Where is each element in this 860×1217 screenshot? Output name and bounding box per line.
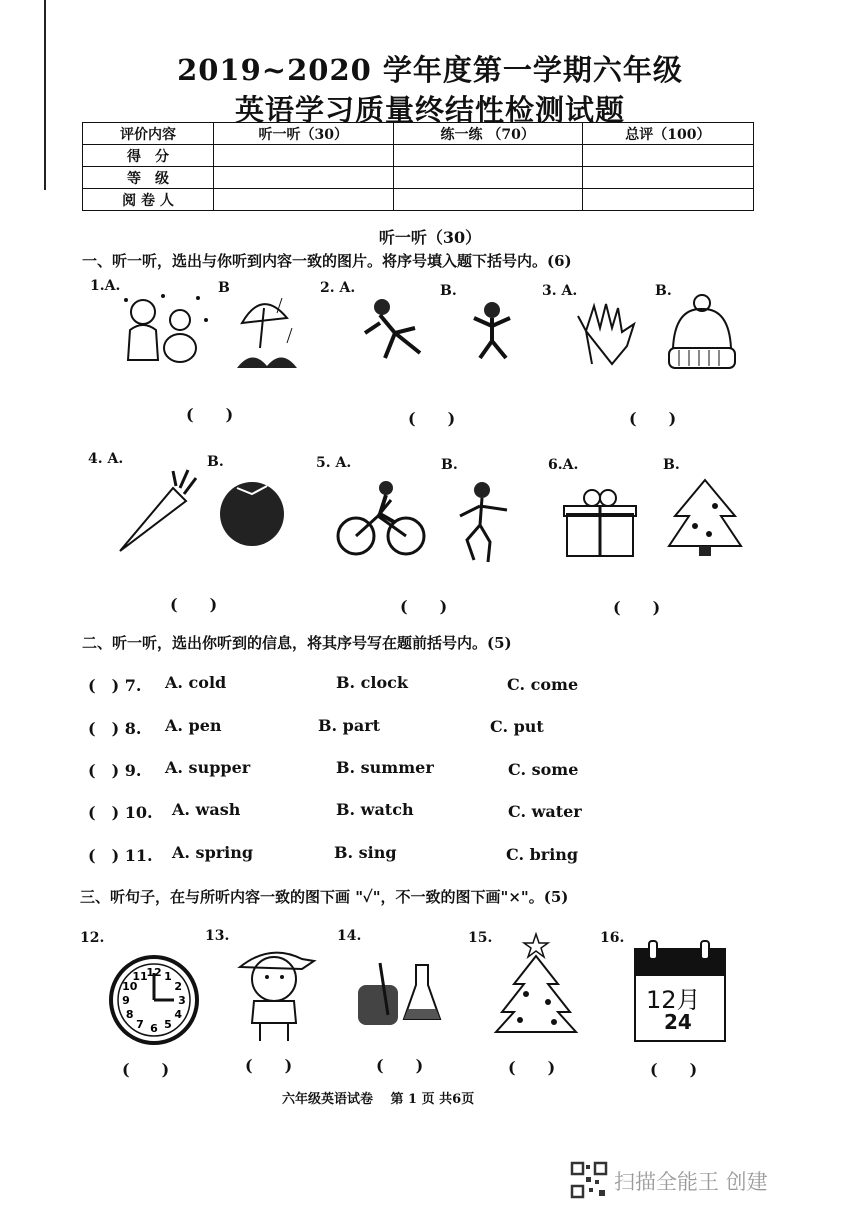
q2-answer-paren[interactable]: ( ) [408, 409, 456, 428]
q9-option-c: C. some [508, 760, 579, 779]
q15-label: 15. [468, 930, 493, 946]
riding-bike-picture [336, 480, 426, 558]
q10-option-c: C. water [508, 802, 582, 821]
q7-number[interactable]: ( ) 7. [88, 676, 142, 695]
clock-number: 5 [164, 1018, 172, 1032]
q11-option-a: A. spring [172, 843, 254, 862]
score-cell[interactable] [393, 145, 582, 167]
q8-option-a: A. pen [165, 716, 222, 735]
christmas-tree-picture [665, 476, 745, 561]
clock-number: 12 [146, 966, 162, 979]
score-header-listen: 听一听（30） [214, 123, 394, 145]
score-row-label: 等 级 [83, 167, 214, 189]
q12-label: 12. [80, 930, 105, 946]
clock-number: 6 [150, 1022, 158, 1035]
score-header-total: 总评（100） [582, 123, 753, 145]
score-row-label: 得 分 [83, 145, 214, 167]
q3-label-b: B. [655, 283, 672, 299]
q9-number[interactable]: ( ) 9. [88, 761, 142, 780]
clock-number: 1 [164, 969, 172, 983]
score-cell[interactable] [214, 189, 394, 211]
q2-label-b: B. [440, 283, 457, 299]
q4-answer-paren[interactable]: ( ) [170, 595, 218, 614]
exam-title-line1: 2019~2020 学年度第一学期六年级 [177, 53, 683, 87]
q7-option-b: B. clock [336, 673, 408, 692]
q3-label-a: 3. A. [542, 283, 578, 299]
q7-option-c: C. come [507, 675, 579, 694]
q8-number[interactable]: ( ) 8. [88, 719, 142, 738]
section2-instruction: 二、听一听，选出你听到的信息，将其序号写在题前括号内。(5) [82, 634, 512, 652]
q3-answer-paren[interactable]: ( ) [629, 409, 677, 428]
q15-answer-paren[interactable]: ( ) [508, 1058, 556, 1077]
score-header-content: 评价内容 [83, 123, 214, 145]
winter-hat-picture [665, 293, 740, 373]
q11-number[interactable]: ( ) 11. [88, 846, 153, 865]
clock-number: 9 [122, 994, 130, 1007]
q13-label: 13. [205, 928, 230, 944]
q6-answer-paren[interactable]: ( ) [613, 598, 661, 617]
jumping-man-picture [462, 296, 522, 366]
scanner-watermark: 扫描全能王 创建 [614, 1170, 768, 1194]
score-row-label: 阅 卷 人 [83, 189, 214, 211]
snowmen-kids-picture [118, 290, 213, 370]
q5-answer-paren[interactable]: ( ) [400, 597, 448, 616]
q16-answer-paren[interactable]: ( ) [650, 1060, 698, 1079]
listening-title: 听一听（30） [378, 228, 482, 247]
boy-picture [230, 945, 320, 1045]
tomato-picture [215, 476, 290, 548]
clock-number: 10 [122, 980, 138, 993]
q11-option-b: B. sing [334, 843, 397, 862]
clock-number: 8 [125, 1008, 134, 1021]
calendar-month: 12月 [646, 986, 701, 1014]
q12-answer-paren[interactable]: ( ) [122, 1060, 170, 1079]
star-christmas-tree-picture [492, 932, 580, 1042]
clock-number: 2 [174, 980, 183, 993]
walking-girl-picture [452, 480, 517, 565]
qr-code-icon [571, 1162, 607, 1198]
carrot-picture [118, 466, 198, 556]
q16-label: 16. [600, 930, 625, 946]
clock-number: 11 [132, 969, 148, 983]
q5-label-a: 5. A. [316, 455, 352, 471]
section1-instruction: 一、听一听，选出与你听到内容一致的图片。将序号填入题下括号内。(6) [82, 252, 572, 270]
calendar-picture [634, 940, 726, 1042]
score-cell[interactable] [393, 167, 582, 189]
q9-option-a: A. supper [165, 758, 251, 777]
q6-label-b: B. [663, 457, 680, 473]
q9-option-b: B. summer [336, 758, 434, 777]
q14-answer-paren[interactable]: ( ) [376, 1056, 424, 1075]
page-footer: 六年级英语试卷 第 1 页 共6页 [282, 1092, 475, 1107]
q6-label-a: 6.A. [548, 457, 579, 473]
q1-answer-paren[interactable]: ( ) [186, 405, 234, 424]
score-cell[interactable] [214, 145, 394, 167]
gift-box-picture [562, 486, 637, 561]
umbrella-rain-picture [232, 288, 302, 373]
gloves-picture [572, 296, 644, 368]
score-cell[interactable] [582, 145, 753, 167]
q7-option-a: A. cold [165, 673, 227, 692]
score-table [82, 122, 754, 211]
running-man-picture [360, 293, 435, 368]
q5-label-b: B. [441, 457, 458, 473]
q10-option-b: B. watch [336, 800, 414, 819]
clock-number: 4 [174, 1008, 183, 1021]
section3-instruction: 三、听句子，在与所听内容一致的图下画 "✓"，不一致的图下画"×"。(5) [80, 888, 569, 906]
q10-number[interactable]: ( ) 10. [88, 803, 153, 822]
q14-label: 14. [337, 928, 362, 944]
q1-label-b: B [218, 280, 230, 296]
q11-option-c: C. bring [506, 845, 579, 864]
q8-option-c: C. put [490, 717, 544, 736]
clock-number: 3 [178, 994, 186, 1007]
clock-picture [106, 955, 202, 1045]
score-cell[interactable] [582, 189, 753, 211]
exam-title-line2: 英语学习质量终结性检测试题 [234, 93, 625, 127]
calendar-day: 24 [664, 1010, 692, 1034]
lab-flasks-picture [354, 955, 446, 1035]
q10-option-a: A. wash [172, 800, 241, 819]
score-cell[interactable] [582, 167, 753, 189]
q13-answer-paren[interactable]: ( ) [245, 1056, 293, 1075]
clock-number: 7 [136, 1018, 144, 1032]
q8-option-b: B. part [318, 716, 381, 735]
score-header-practice: 练一练 （70） [393, 123, 582, 145]
q1-label-a: 1.A. [90, 278, 121, 294]
score-cell[interactable] [214, 167, 394, 189]
q4-label-b: B. [207, 454, 224, 470]
score-cell[interactable] [393, 189, 582, 211]
q4-label-a: 4. A. [88, 451, 124, 467]
q2-label-a: 2. A. [320, 280, 356, 296]
